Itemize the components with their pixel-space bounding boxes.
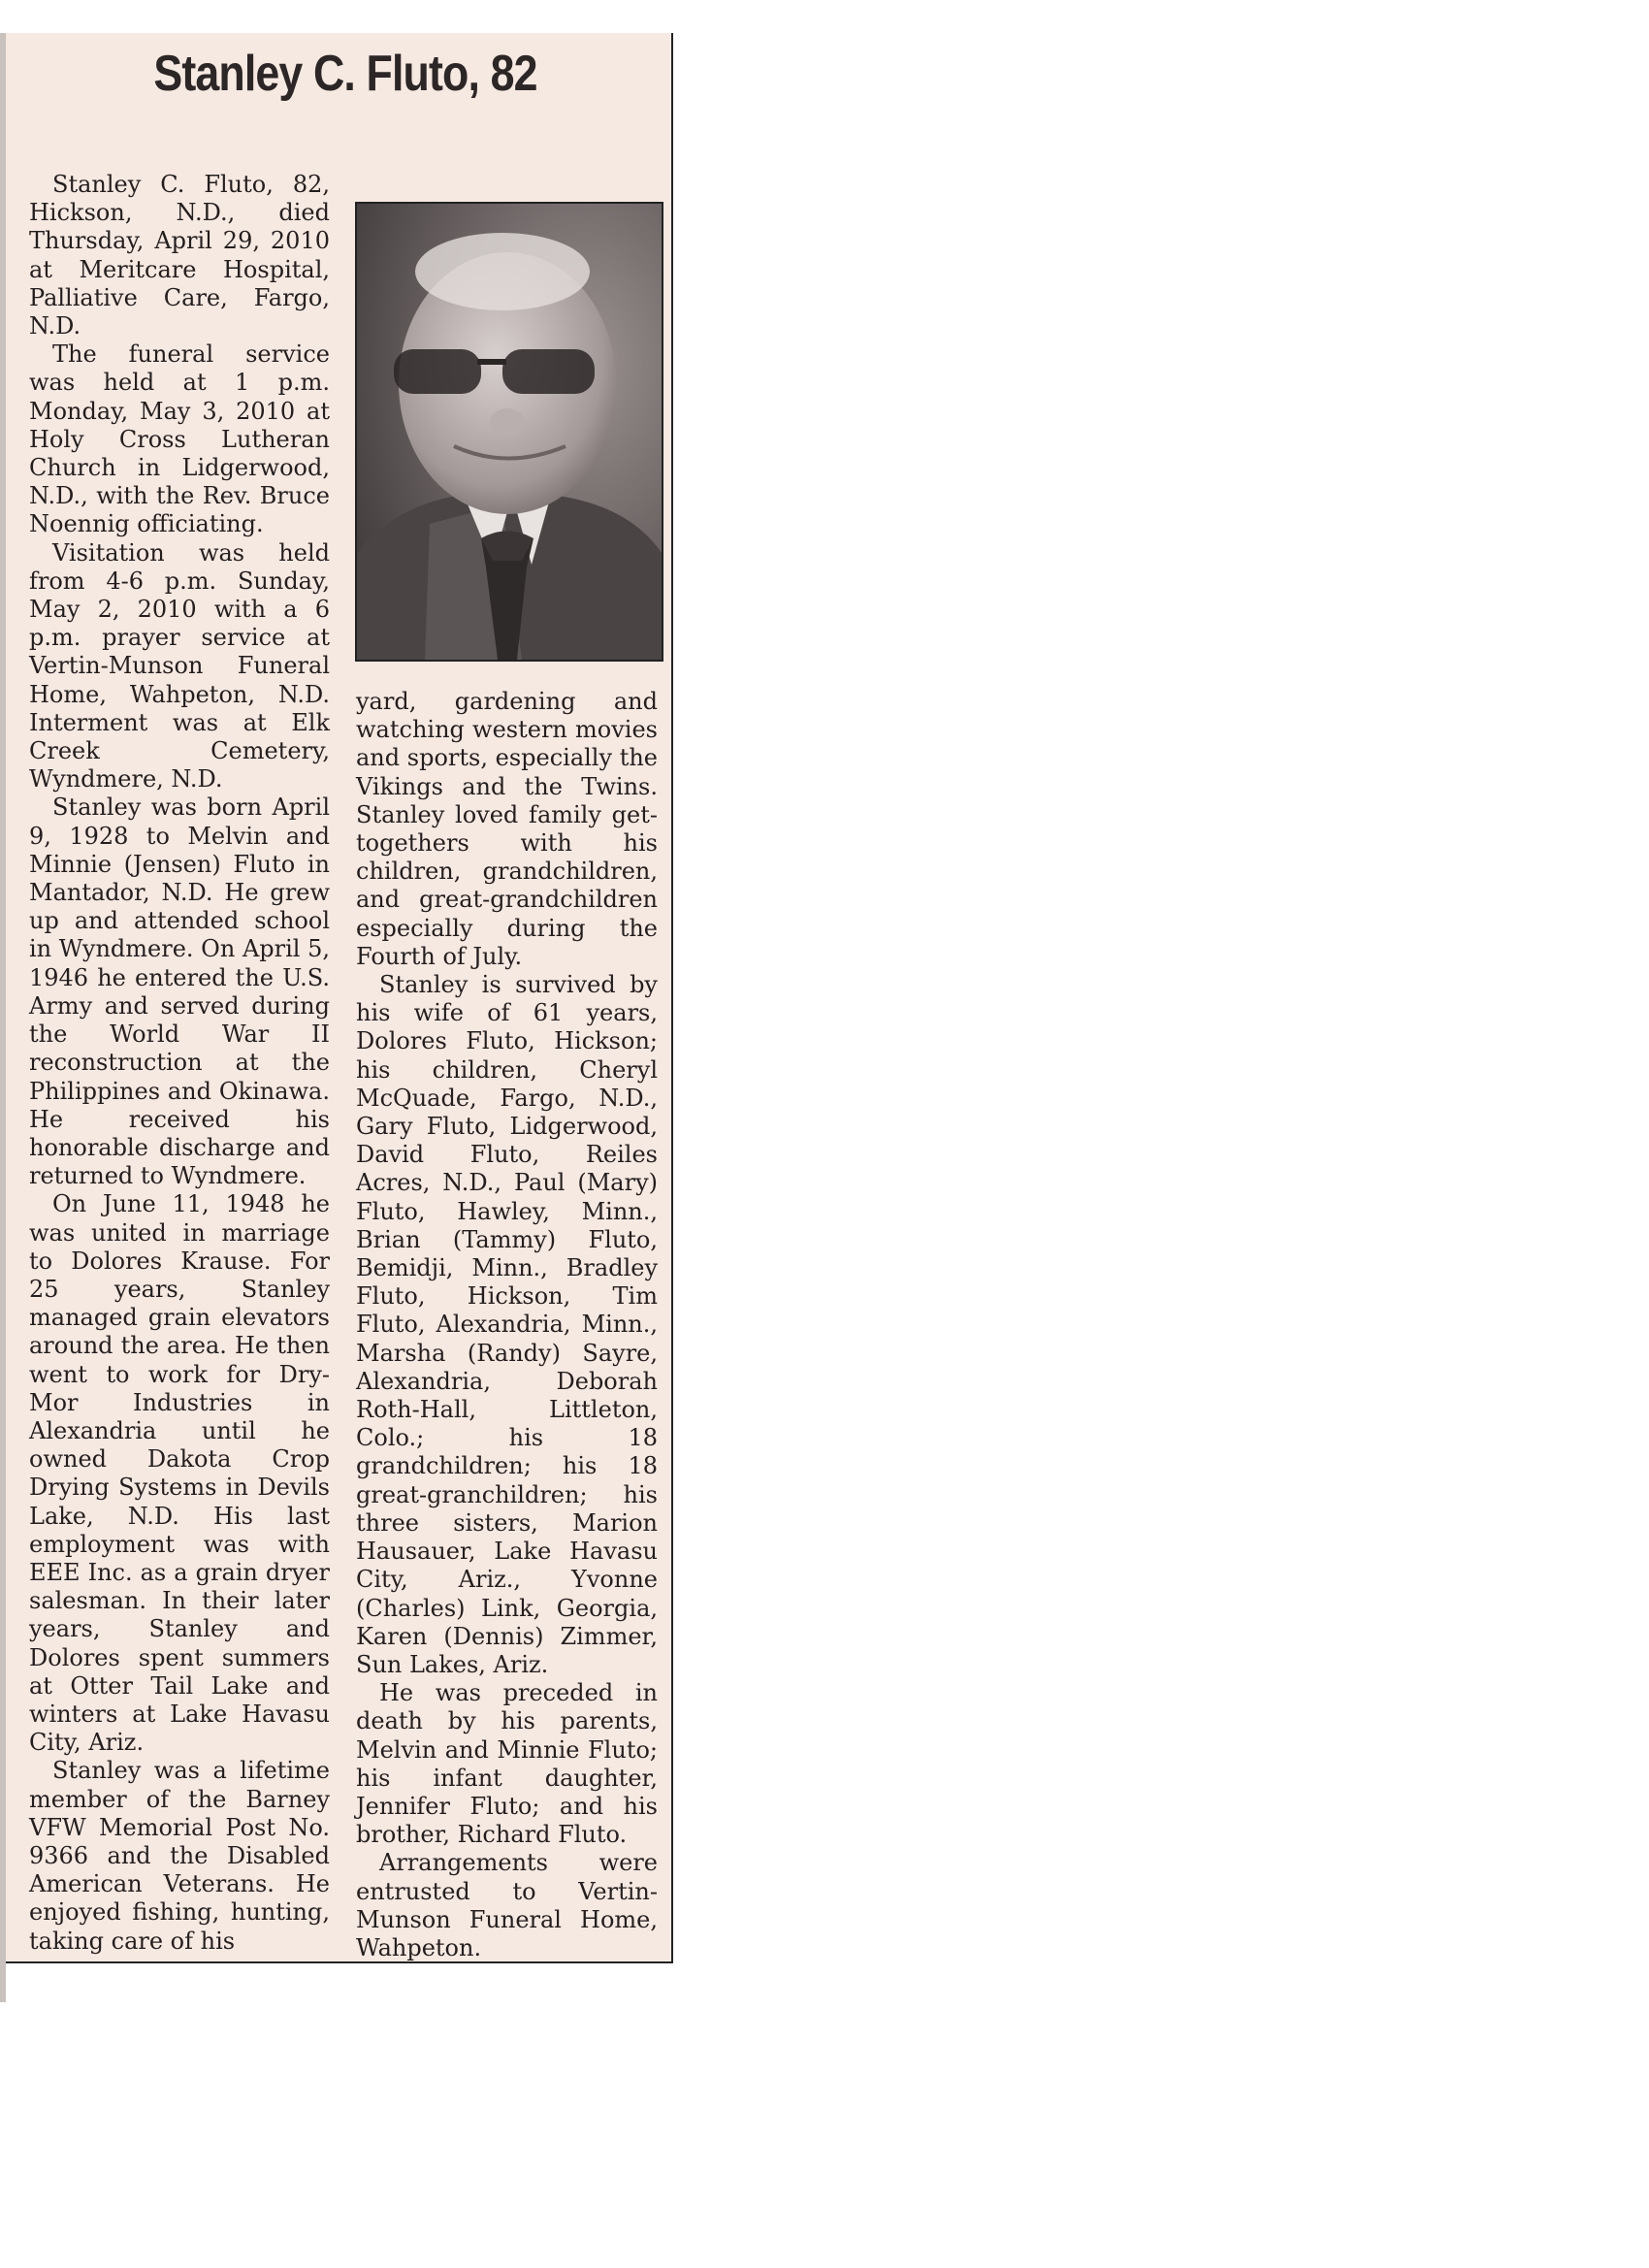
portrait-image bbox=[357, 204, 662, 660]
obituary-paragraph: yard, gardening and watching western movies and sports, especially the Vikings and the Twins. Stanley loved family get-togethers with his children, grandchildren, and great-grandchildren especially during the Fourth of July. bbox=[356, 688, 658, 970]
obituary-paragraph: Visitation was held from 4-6 p.m. Sunday, May 2, 2010 with a 6 p.m. prayer service at Vertin-Munson Funeral Home, Wahpeton, N.D. Interment was at Elk Creek Cemetery, Wyndmere, N.D. bbox=[29, 538, 330, 794]
obituary-paragraph: The funeral service was held at 1 p.m. Monday, May 3, 2010 at Holy Cross Lutheran Church in Lidgerwood, N.D., with the Rev. Bruce Noennig officiating. bbox=[29, 340, 330, 538]
obituary-paragraph: Arrangements were entrusted to Vertin-Munson Funeral Home, Wahpeton. bbox=[356, 1849, 658, 1961]
obituary-column-right bbox=[356, 688, 658, 1962]
obituary-paragraph: Stanley C. Fluto, 82, Hickson, N.D., died Thursday, April 29, 2010 at Meritcare Hospital, Palliative Care, Fargo, N.D. bbox=[29, 171, 330, 340]
obituary-paragraph: Stanley is survived by his wife of 61 years, Dolores Fluto, Hickson; his children, Cheryl McQuade, Fargo, N.D., Gary Fluto, Lidgerwood, David Fluto, Reiles Acres, N.D., Paul (Mary) Fluto, Hawley, Minn., Brian (Tammy) Fluto, Bemidji, Minn., Bradley Fluto, Hickson, Tim Fluto, Alexandria, Minn., Marsha (Randy) Sayre, Alexandria, Deborah Roth-Hall, Littleton, Colo.; his 18 grandchildren; his 18 great-granchildren; his three sisters, Marion Hausauer, Lake Havasu City, Ariz., Yvonne (Charles) Link, Georgia, Karen (Dennis) Zimmer, Sun Lakes, Ariz. bbox=[356, 971, 658, 1678]
obituary-paragraph: On June 11, 1948 he was united in marriage to Dolores Krause. For 25 years, Stanley managed grain elevators around the area. He then went to work for Dry-Mor Industries in Alexandria until he owned Dakota Crop Drying Systems in Devils Lake, N.D. His last employment was with EEE Inc. as a grain dryer salesman. In their later years, Stanley and Dolores spent summers at Otter Tail Lake and winters at Lake Havasu City, Ariz. bbox=[29, 1190, 330, 1757]
obituary-clipping bbox=[6, 33, 673, 1963]
obituary-headline: Stanley C. Fluto, 82 bbox=[153, 46, 537, 102]
portrait-photo bbox=[355, 202, 663, 662]
obituary-paragraph: Stanley was a lifetime member of the Barney VFW Memorial Post No. 9366 and the Disabled American Veterans. He enjoyed fishing, hunting, taking care of his bbox=[29, 1757, 330, 1955]
obituary-paragraph: He was preceded in death by his parents, Melvin and Minnie Fluto; his infant daughter, Jennifer Fluto; and his brother, Richard Fluto. bbox=[356, 1679, 658, 1849]
obituary-paragraph: Stanley was born April 9, 1928 to Melvin and Minnie (Jensen) Fluto in Mantador, N.D. He grew up and attended school in Wyndmere. On April 5, 1946 he entered the U.S. Army and served during the World War II reconstruction at the Philippines and Okinawa. He received his honorable discharge and returned to Wyndmere. bbox=[29, 794, 330, 1190]
obituary-column-left bbox=[29, 171, 330, 1956]
